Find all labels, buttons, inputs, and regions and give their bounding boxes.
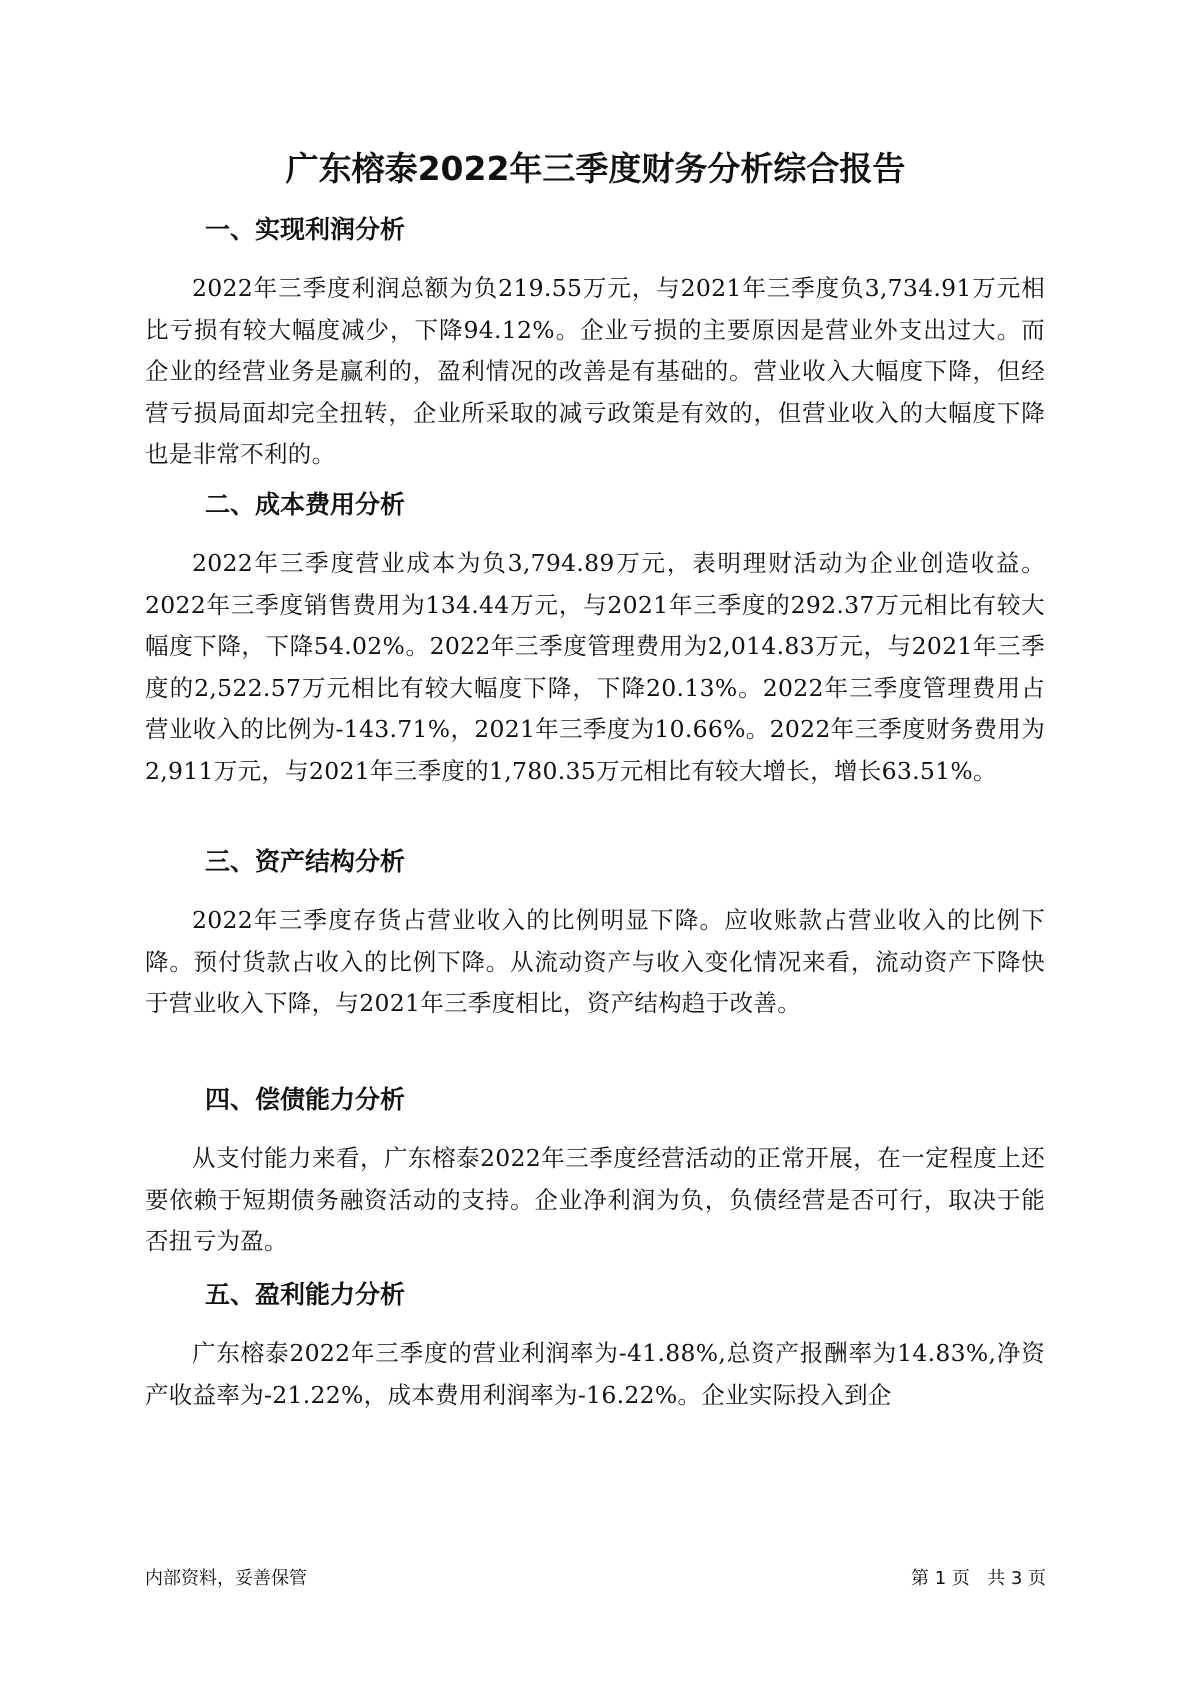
- section-heading: 四、偿债能力分析: [205, 1085, 406, 1114]
- section-paragraph: 2022年三季度营业成本为负3,794.89万元，表明理财活动为企业创造收益。2022年三季度销售费用为134.44万元，与2021年三季度的292.37万元相比有较大幅度下降，下降54.02%。2022年三季度管理费用为2,014.83万元，与2021年三季度的2,522.57万元相比有较大幅度下降，下降20.13%。2022年三季度管理费用占营业收入的比例为-143.71%，2021年三季度为10.66%。2022年三季度财务费用为2,911万元，与2021年三季度的1,780.35万元相比有较大增长，增长63.51%。: [145, 549, 1045, 785]
- section-assets: [145, 842, 1045, 1025]
- section-profit: [145, 210, 1045, 476]
- section-heading: 五、盈利能力分析: [205, 1280, 406, 1309]
- section-paragraph: 广东榕泰2022年三季度的营业利润率为-41.88%,总资产报酬率为14.83%,净资产收益率为-21.22%，成本费用利润率为-16.22%。企业实际投入到企: [145, 1339, 1045, 1409]
- section-solvency: [145, 1080, 1045, 1263]
- section-heading: 二、成本费用分析: [205, 490, 406, 519]
- footer-page-number: 第 1 页 共 3 页: [911, 1568, 1046, 1589]
- section-profitability: [145, 1275, 1045, 1416]
- section-paragraph: 2022年三季度利润总额为负219.55万元，与2021年三季度负3,734.91万元相比亏损有较大幅度减少，下降94.12%。企业亏损的主要原因是营业外支出过大。而企业的经营业务是赢利的，盈利情况的改善是有基础的。营业收入大幅度下降，但经营亏损局面却完全扭转，企业所采取的减亏政策是有效的，但营业收入的大幅度下降也是非常不利的。: [145, 274, 1045, 468]
- footer-confidential-note: 内部资料，妥善保管: [145, 1568, 307, 1589]
- section-heading: 三、资产结构分析: [205, 847, 406, 876]
- section-paragraph: 从支付能力来看，广东榕泰2022年三季度经营活动的正常开展，在一定程度上还要依赖于短期债务融资活动的支持。企业净利润为负，负债经营是否可行，取决于能否扭亏为盈。: [145, 1144, 1045, 1255]
- document-title: 广东榕泰2022年三季度财务分析综合报告: [285, 149, 906, 188]
- section-cost: [145, 485, 1045, 792]
- section-paragraph: 2022年三季度存货占营业收入的比例明显下降。应收账款占营业收入的比例下降。预付货款占收入的比例下降。从流动资产与收入变化情况来看，流动资产下降快于营业收入下降，与2021年三季度相比，资产结构趋于改善。: [145, 906, 1045, 1017]
- section-heading: 一、实现利润分析: [205, 215, 406, 244]
